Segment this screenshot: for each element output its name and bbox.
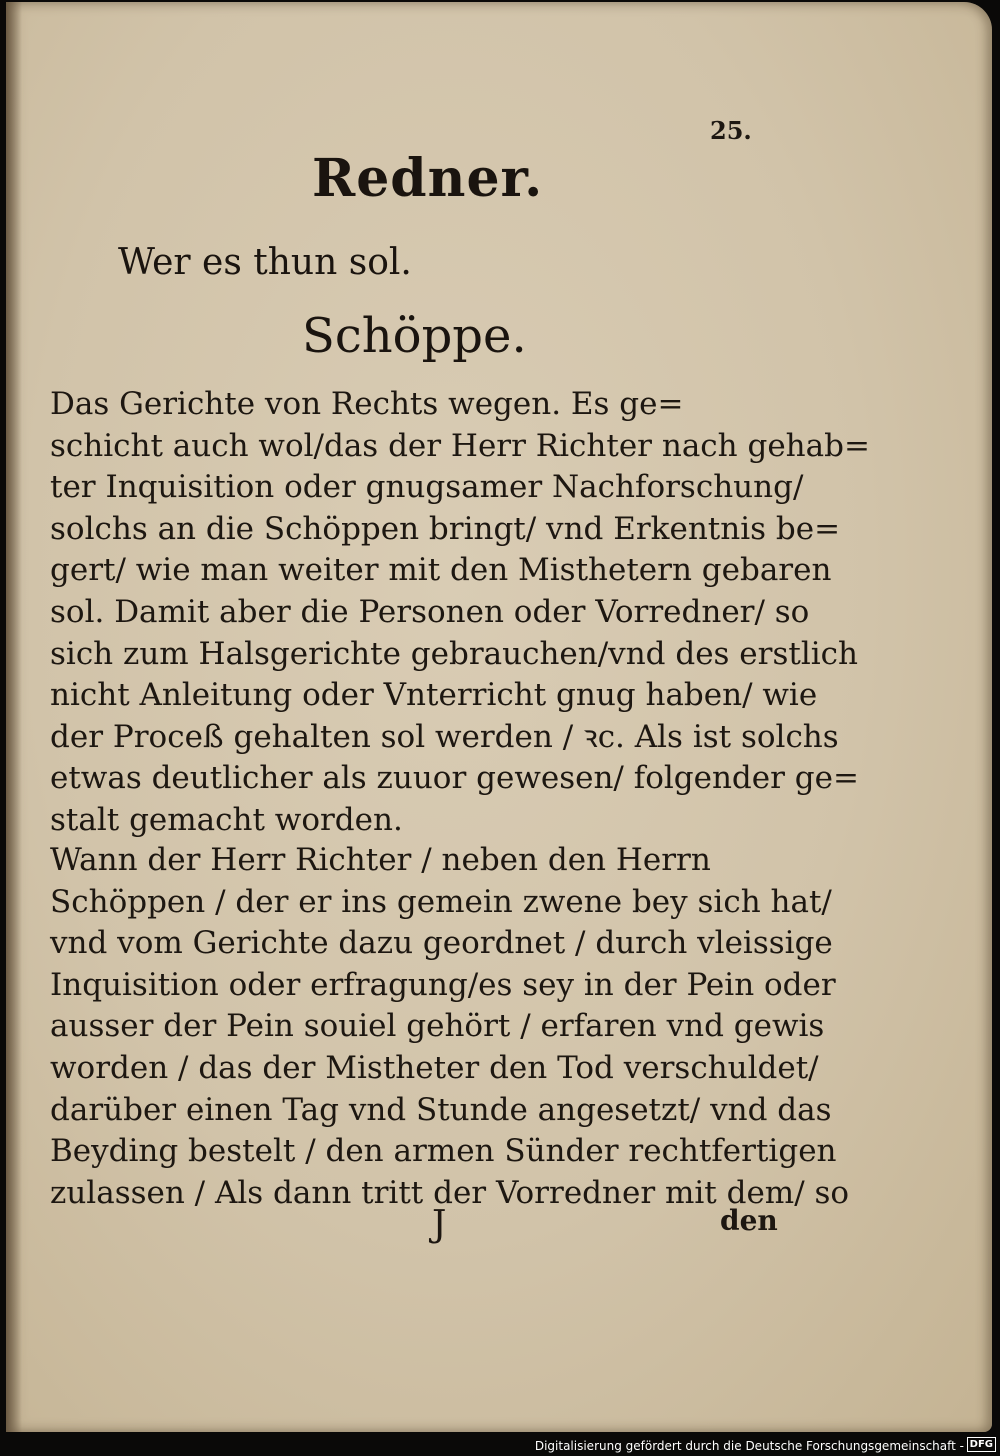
section-title: Redner.: [312, 148, 544, 209]
text-line: gert/ wie man weiter mit den Misthetern gebaren: [50, 552, 832, 589]
text-line: etwas deutlicher als zuuor gewesen/ folgender ge=: [50, 760, 859, 797]
text-line: darüber einen Tag vnd Stunde angesetzt/ vnd das: [50, 1091, 832, 1128]
text-line: sich zum Halsgerichte gebrauchen/vnd des erstlich: [50, 635, 858, 672]
dfg-logo: DFG: [967, 1437, 996, 1452]
text-line: ausser der Pein souiel gehört / erfaren vnd gewis: [50, 1008, 825, 1045]
text-line: der Proceß gehalten sol werden / ꝛc. Als ist solchs: [50, 718, 839, 755]
text-line: solchs an die Schöppen bringt/ vnd Erkentnis be=: [50, 510, 841, 547]
text-line: worden / das der Mistheter den Tod verschuldet/: [50, 1049, 819, 1086]
text-line: vnd vom Gerichte dazu geordnet / durch vleissige: [50, 925, 833, 962]
text-line: zulassen / Als dann tritt der Vorredner mit dem/ so: [50, 1174, 850, 1211]
catchword: den: [720, 1204, 778, 1237]
text-line: stalt gemacht worden.: [50, 801, 403, 838]
footer-bar: [0, 1432, 1000, 1456]
text-line: sol. Damit aber die Personen oder Vorredner/ so: [50, 593, 810, 630]
page-number: 25.: [710, 116, 752, 145]
text-line: ter Inquisition oder gnugsamer Nachforschung/: [50, 469, 804, 506]
text-line: Inquisition oder erfragung/es sey in der Pein oder: [50, 966, 836, 1003]
text-line: Schöppen / der er ins gemein zwene bey sich hat/: [50, 883, 832, 920]
paragraph-2: [50, 840, 850, 1214]
text-line: Beyding bestelt / den armen Sünder rechtfertigen: [50, 1133, 837, 1170]
text-line: nicht Anleitung oder Vnterricht gnug haben/ wie: [50, 677, 818, 714]
page-gutter-shadow: [6, 2, 22, 1432]
subheading: Wer es thun sol.: [118, 242, 412, 283]
signature-mark: J: [432, 1204, 447, 1245]
digitization-credit: Digitalisierung gefördert durch die Deutsche Forschungsgemeinschaft -: [534, 1439, 964, 1453]
text-line: Das Gerichte von Rechts wegen. Es ge=: [50, 386, 684, 422]
paragraph-1: [50, 384, 870, 842]
text-line: schicht auch wol/das der Herr Richter nach gehab=: [50, 427, 870, 464]
speaker-title: Schöppe.: [302, 308, 527, 364]
text-line: Wann der Herr Richter / neben den Herrn: [50, 842, 711, 878]
